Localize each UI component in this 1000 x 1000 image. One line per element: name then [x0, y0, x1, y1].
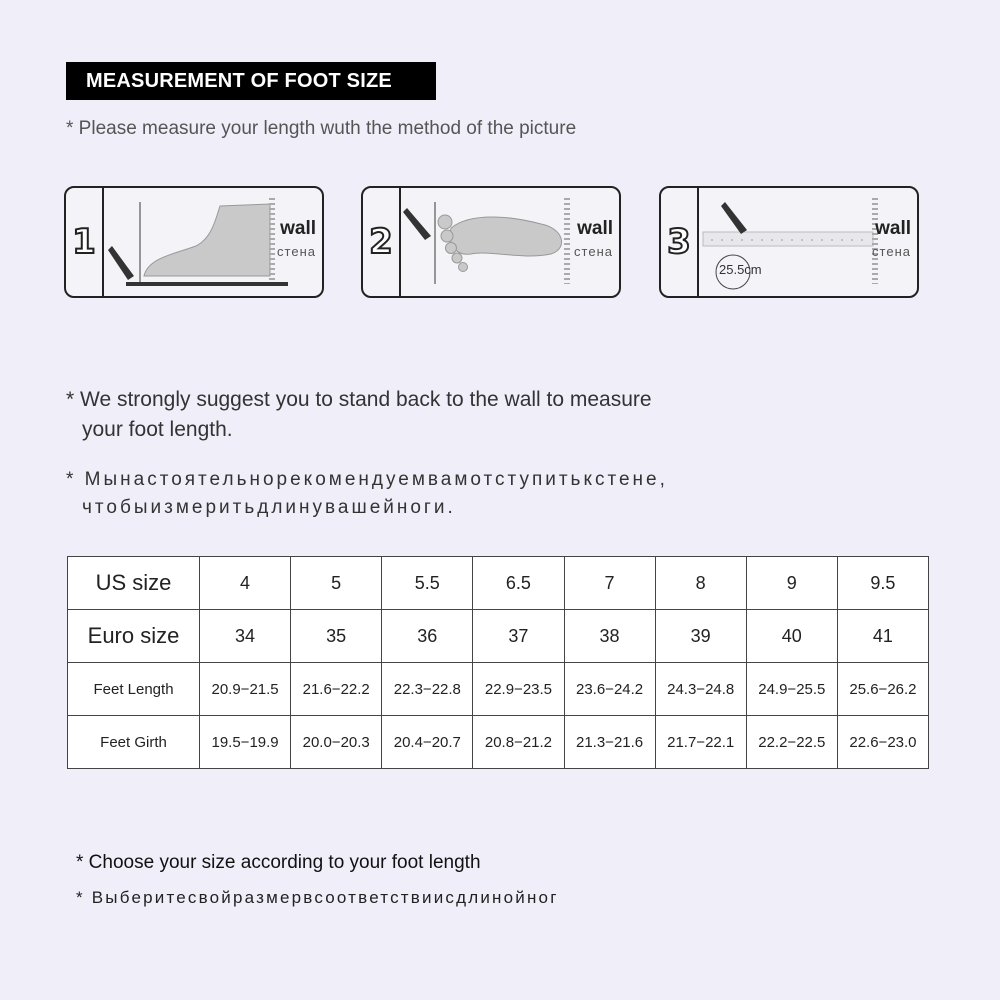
table-cell: 37 — [473, 610, 564, 663]
table-cell: 22.2−22.5 — [746, 716, 837, 769]
table-cell: 21.3−21.6 — [564, 716, 655, 769]
step-1-panel — [64, 186, 324, 298]
table-cell: 40 — [746, 610, 837, 663]
table-cell: 39 — [655, 610, 746, 663]
foot-top-icon — [401, 188, 621, 298]
wall-label-ru: стена — [277, 244, 316, 259]
measurement-value: 25.5cm — [719, 262, 762, 277]
intro-text: * Please measure your length wuth the method of the picture — [66, 118, 577, 139]
table-cell: 25.6−26.2 — [837, 663, 928, 716]
table-cell: 35 — [291, 610, 382, 663]
table-cell: 9.5 — [837, 557, 928, 610]
table-cell: 5 — [291, 557, 382, 610]
table-cell: 21.7−22.1 — [655, 716, 746, 769]
step-2-panel — [361, 186, 621, 298]
wall-label: wall — [577, 218, 613, 239]
table-cell: 23.6−24.2 — [564, 663, 655, 716]
table-row-euro-size — [68, 610, 929, 663]
wall-label-ru: стена — [574, 244, 613, 259]
table-cell: 41 — [837, 610, 928, 663]
table-cell: 20.8−21.2 — [473, 716, 564, 769]
table-cell: 22.3−22.8 — [382, 663, 473, 716]
table-cell: 22.9−23.5 — [473, 663, 564, 716]
page-title: MEASUREMENT OF FOOT SIZE — [66, 62, 436, 100]
step-3-number: 3 — [661, 188, 699, 296]
step-3-panel — [659, 186, 919, 298]
foot-side-icon — [104, 188, 324, 298]
suggestion-note-ru-line2: чтобыизмеритьдлинувашейноги. — [82, 497, 456, 518]
suggestion-note-ru-line1: * Мынастоятельнорекомендуемвамотступитькстене, — [66, 469, 668, 490]
measurement-steps — [0, 186, 1000, 300]
table-cell: 7 — [564, 557, 655, 610]
table-cell: 38 — [564, 610, 655, 663]
suggestion-note-en-line2: your foot length. — [82, 418, 233, 441]
table-cell: 24.9−25.5 — [746, 663, 837, 716]
table-cell: 24.3−24.8 — [655, 663, 746, 716]
table-cell: 4 — [200, 557, 291, 610]
table-row-feet-girth — [68, 716, 929, 769]
choose-size-note-ru: * Выберитесвойразмервсоответствиисдлинойног — [76, 888, 559, 907]
step-2-number: 2 — [363, 188, 401, 296]
table-cell: 5.5 — [382, 557, 473, 610]
choose-size-note-en: * Choose your size according to your foot length — [76, 852, 481, 873]
table-cell: 9 — [746, 557, 837, 610]
size-chart-table — [67, 556, 929, 769]
suggestion-note-en-line1: * We strongly suggest you to stand back to the wall to measure — [66, 388, 652, 411]
table-row-us-size — [68, 557, 929, 610]
table-cell: 20.0−20.3 — [291, 716, 382, 769]
table-cell: 20.4−20.7 — [382, 716, 473, 769]
wall-label-ru: стена — [872, 244, 911, 259]
table-cell: 19.5−19.9 — [200, 716, 291, 769]
table-cell: 21.6−22.2 — [291, 663, 382, 716]
table-cell: 22.6−23.0 — [837, 716, 928, 769]
step-1-number: 1 — [66, 188, 104, 296]
table-cell: 36 — [382, 610, 473, 663]
table-row-feet-length — [68, 663, 929, 716]
row-header: US size — [68, 557, 200, 610]
row-header: Feet Girth — [68, 716, 200, 769]
table-cell: 20.9−21.5 — [200, 663, 291, 716]
row-header: Euro size — [68, 610, 200, 663]
row-header: Feet Length — [68, 663, 200, 716]
table-cell: 6.5 — [473, 557, 564, 610]
table-cell: 8 — [655, 557, 746, 610]
ruler-icon — [699, 188, 919, 298]
table-cell: 34 — [200, 610, 291, 663]
wall-label: wall — [875, 218, 911, 239]
wall-label: wall — [280, 218, 316, 239]
